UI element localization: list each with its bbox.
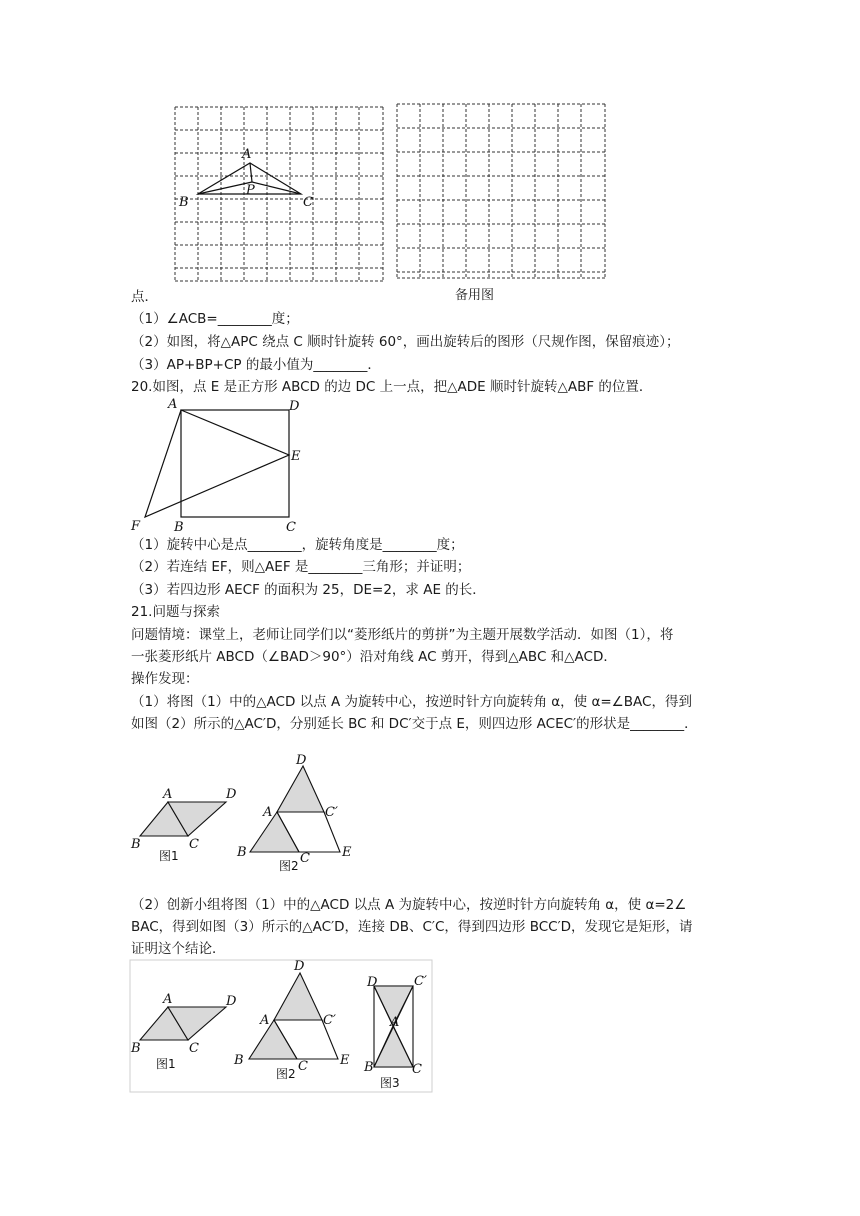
fig2-triangle-acd: [277, 766, 324, 812]
q19-part3: （3）AP+BP+CP 的最小值为________．: [131, 357, 381, 373]
q19-part1: （1）∠ACB=________度；: [131, 311, 299, 327]
q21-line7: BAC，得到如图（3）所示的△AC′D，连接 DB、C′C，得到四边形 BCC′D，发现它是矩形，请: [131, 919, 693, 935]
fig2b-label-c: C: [298, 1059, 308, 1074]
label-e: E: [291, 449, 301, 464]
fig3-label-a: A: [390, 1015, 400, 1030]
fig2-label-c-prime: C′: [325, 805, 338, 820]
q20-part1: （1）旋转中心是点________，旋转角度是________度；: [131, 537, 464, 553]
q21-line4: （1）将图（1）中的△ACD 以点 A 为旋转中心，按逆时针方向旋转角 α，使 α=∠BAC，得到: [131, 694, 692, 710]
fig2b-label-e: E: [340, 1053, 350, 1068]
fig3-label-b: B: [364, 1060, 374, 1075]
fig1b-label-d: D: [226, 994, 237, 1009]
square-abcd: [181, 410, 289, 517]
label-c: C: [303, 195, 313, 210]
q19-figure-grid: [170, 100, 615, 286]
fig2-triangle-abc: [250, 812, 299, 852]
spare-grid: [397, 104, 605, 278]
label-d: D: [289, 399, 300, 414]
q21-line5: 如图（2）所示的△AC′D，分别延长 BC 和 DC′交于点 E，则四边形 ACEC′的形状是________．: [131, 716, 698, 732]
fig2-caption: 图2: [279, 859, 299, 873]
label-c: C: [286, 520, 296, 535]
q21-title: 21.问题与探索: [131, 604, 220, 620]
label-a: A: [242, 147, 252, 162]
fig3-label-d: D: [367, 975, 378, 990]
q21-line2: 一张菱形纸片 ABCD（∠BAD＞90°）沿对角线 AC 剪开，得到△ABC 和△ACD．: [131, 649, 617, 665]
q21-line8: 证明这个结论．: [131, 941, 226, 957]
fig1-label-b: B: [131, 837, 141, 852]
label-a: A: [168, 397, 178, 412]
q21-line3: 操作发现：: [131, 671, 199, 687]
fig1-label-a: A: [163, 787, 173, 802]
fig3-label-c: C: [412, 1062, 422, 1077]
fig1b-label-c: C: [189, 1041, 199, 1056]
spare-figure-caption: 备用图: [455, 288, 495, 303]
q19-intro-tail: 点．: [131, 289, 158, 305]
fig1b-label-b: B: [131, 1041, 141, 1056]
q21-figures-1-2: [128, 746, 378, 876]
fig2-label-a: A: [263, 805, 273, 820]
fig2b-label-b: B: [234, 1053, 244, 1068]
triangle-aef: [145, 410, 289, 517]
fig1-caption: 图1: [159, 849, 179, 863]
fig1-label-d: D: [226, 787, 237, 802]
fig2-label-e: E: [342, 845, 352, 860]
fig2b-label-d: D: [294, 959, 305, 974]
label-p: P: [246, 183, 255, 198]
q20-stem: 20.如图，点 E 是正方形 ABCD 的边 DC 上一点，把△ADE 顺时针旋转△ABF 的位置．: [131, 379, 653, 395]
fig2-label-c: C: [300, 851, 310, 866]
fig2-label-b: B: [237, 845, 247, 860]
fig2b-label-c-prime: C′: [323, 1013, 336, 1028]
q21-line6: （2）创新小组将图（1）中的△ACD 以点 A 为旋转中心，按逆时针方向旋转角 α，使 α=2∠: [131, 897, 687, 913]
label-b: B: [179, 195, 189, 210]
fig1b-caption: 图1: [156, 1057, 176, 1071]
fig2b-label-a: A: [260, 1013, 270, 1028]
fig3-label-c-prime: C′: [414, 974, 427, 989]
q21-figures-1-2-3: [128, 958, 434, 1094]
fig2-label-d: D: [296, 753, 307, 768]
fig1-label-c: C: [189, 837, 199, 852]
q21-line1: 问题情境：课堂上，老师让同学们以“菱形纸片的剪拼”为主题开展数学活动．如图（1），将: [131, 627, 674, 643]
label-b: B: [174, 520, 184, 535]
q20-part2: （2）若连结 EF，则△AEF 是________三角形；并证明；: [131, 559, 471, 575]
q20-part3: （3）若四边形 AECF 的面积为 25，DE=2，求 AE 的长．: [131, 582, 486, 598]
q19-part2: （2）如图，将△APC 绕点 C 顺时针旋转 60°，画出旋转后的图形（尺规作图，保留痕迹）；: [131, 334, 680, 350]
label-f: F: [131, 519, 141, 534]
fig3-caption: 图3: [380, 1076, 400, 1090]
fig2b-caption: 图2: [276, 1067, 296, 1081]
fig1b-label-a: A: [163, 992, 173, 1007]
q20-figure-square: [128, 394, 308, 536]
